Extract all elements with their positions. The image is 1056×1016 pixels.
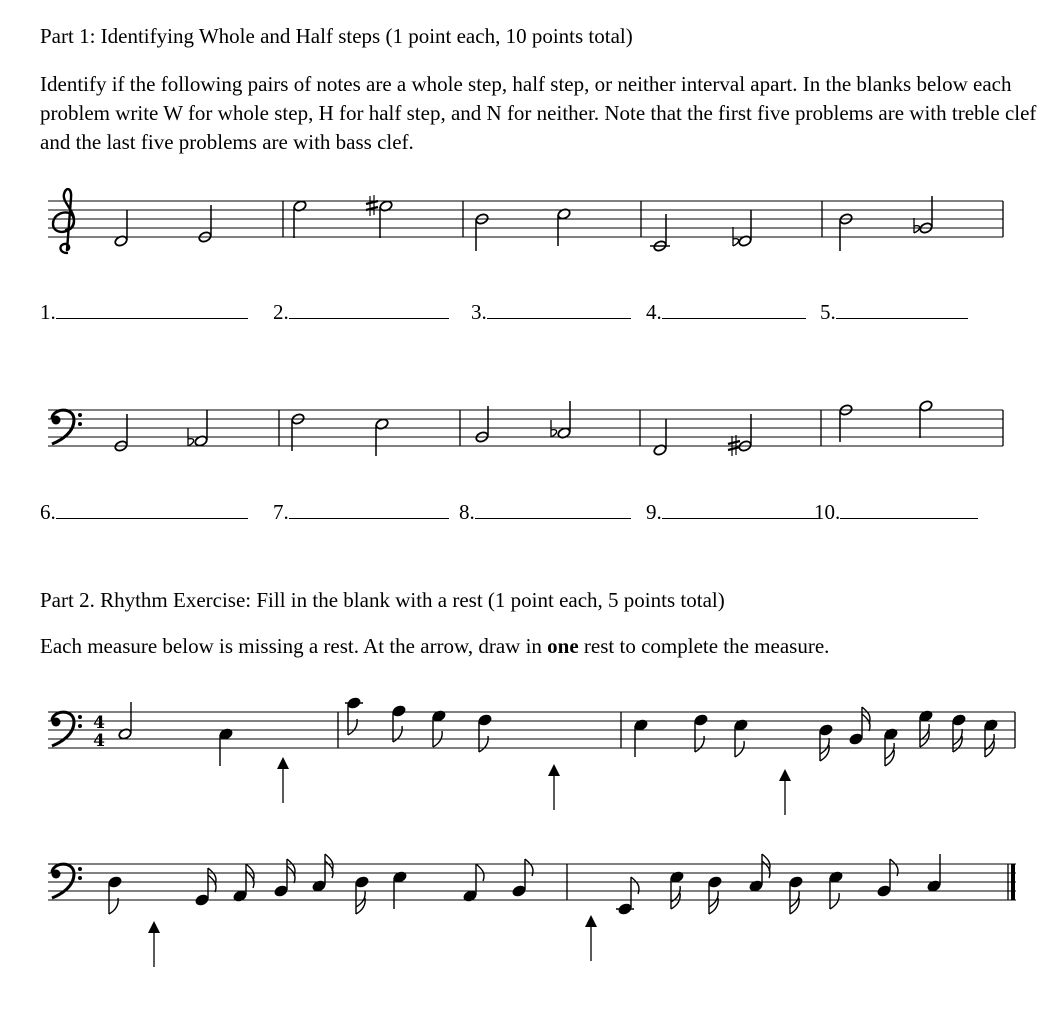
note [392, 705, 406, 742]
bass-clef-icon [52, 712, 83, 746]
note [475, 406, 489, 443]
rhythm-staff-2 [0, 845, 1056, 980]
time-signature-bottom: 4 [93, 731, 105, 751]
problem-number: 7. [273, 500, 289, 524]
answer-blank-4[interactable] [646, 298, 806, 324]
answer-blank-7[interactable] [273, 498, 449, 524]
rhythm-staff-1 [0, 680, 1056, 820]
note [650, 214, 670, 252]
note [829, 871, 843, 909]
instructions-text: Each measure below is missing a rest. At the arrow, draw in [40, 634, 548, 658]
problem-number: 6. [40, 500, 56, 524]
note [952, 714, 966, 752]
up-arrow-icon [585, 915, 597, 961]
treble-clef-icon [53, 189, 74, 253]
note [839, 404, 853, 442]
note [219, 728, 233, 766]
instructions-emphasis: one [547, 634, 579, 658]
bass-clef-icon [52, 864, 83, 898]
note [291, 413, 305, 451]
problem-number: 1. [40, 300, 56, 324]
note [475, 213, 489, 251]
note [512, 859, 533, 897]
note [839, 213, 853, 251]
time-signature-top: 4 [93, 713, 105, 733]
up-arrow-icon [779, 769, 791, 815]
note [738, 210, 752, 247]
time-signature [93, 713, 105, 751]
up-arrow-icon [277, 757, 289, 803]
note [634, 719, 648, 757]
note [919, 710, 933, 747]
note [789, 876, 803, 914]
note [849, 707, 870, 745]
problem-number: 3. [471, 300, 487, 324]
answer-blank-9[interactable] [646, 498, 818, 524]
note [195, 868, 216, 906]
up-arrow-icon [548, 764, 560, 810]
up-arrow-icon [148, 921, 160, 967]
note [393, 871, 407, 909]
note [108, 876, 122, 914]
bass-staff [0, 390, 1056, 470]
problem-number: 9. [646, 500, 662, 524]
flat-icon [914, 218, 920, 233]
note [616, 877, 639, 915]
problem-number: 2. [273, 300, 289, 324]
note [653, 419, 667, 456]
answer-blank-5[interactable] [820, 298, 968, 324]
note [557, 401, 571, 439]
note [355, 876, 369, 914]
treble-staff [0, 178, 1056, 268]
note [194, 410, 208, 447]
note [345, 697, 363, 735]
rhythm-notes [108, 854, 941, 915]
note [114, 210, 128, 247]
note [463, 864, 484, 902]
note [478, 714, 492, 752]
problem-number: 5. [820, 300, 836, 324]
note [670, 871, 684, 909]
problem-number: 8. [459, 500, 475, 524]
answer-blank-3[interactable] [471, 298, 631, 324]
rhythm-notes [118, 697, 998, 766]
note [919, 196, 933, 234]
problem-number: 4. [646, 300, 662, 324]
note [708, 876, 722, 914]
note [734, 719, 748, 757]
part2-title: Part 2. Rhythm Exercise: Fill in the blank with a rest (1 point each, 5 points total) [40, 588, 725, 612]
answer-blank-8[interactable] [459, 498, 631, 524]
answer-blank-6[interactable] [40, 498, 248, 524]
note [198, 205, 212, 243]
bass-clef-icon [52, 410, 83, 444]
note [274, 859, 295, 897]
note [114, 414, 128, 452]
note [984, 719, 998, 757]
note [557, 208, 571, 246]
problem-number: 10. [814, 500, 841, 524]
note [233, 864, 254, 902]
answer-blank-1[interactable] [40, 298, 248, 324]
answer-blank-2[interactable] [273, 298, 449, 324]
part1-title: Part 1: Identifying Whole and Half steps (1 point each, 10 points total) [40, 24, 633, 48]
note [738, 414, 752, 452]
sharp-icon [366, 195, 378, 216]
part2-instructions [40, 632, 829, 661]
instructions-text: rest to complete the measure. [578, 634, 830, 658]
note [877, 859, 898, 897]
part1-instructions: Identify if the following pairs of notes are a whole step, half step, or neither interval apart. In the blanks below each problem write W for whole step, H for half step, and N for neither. Note that the first five problems are with treble clef and the last five problems are with bass clef. [40, 72, 1037, 154]
treble-notes [114, 195, 933, 252]
note [884, 728, 898, 766]
note [694, 714, 708, 752]
note [819, 724, 833, 761]
note [432, 710, 446, 747]
answer-blank-10[interactable] [814, 498, 978, 524]
